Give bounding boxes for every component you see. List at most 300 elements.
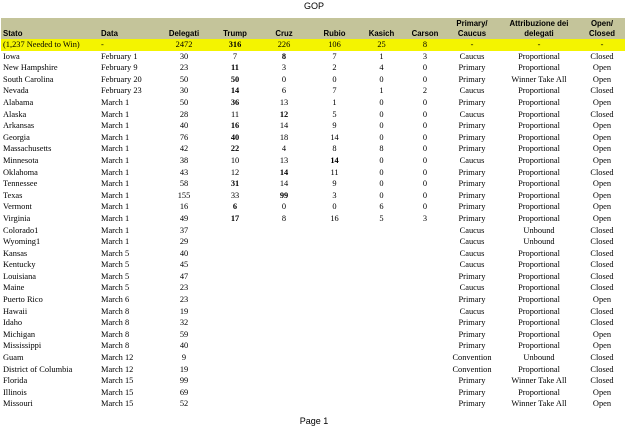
cell-primary: Primary (458, 179, 486, 189)
cell-delegati: 50 (179, 74, 189, 84)
cell-open: Closed (590, 318, 614, 328)
cell-cruz (257, 306, 311, 318)
cell-carson (405, 306, 445, 318)
cell-attr: Proportional (518, 306, 560, 316)
cell-rubio (311, 282, 358, 294)
cell-primary: Primary (458, 329, 486, 339)
table-row (1, 340, 625, 352)
table-row (1, 329, 625, 341)
cell-carson: 0 (422, 97, 428, 107)
cell-open: Closed (590, 248, 614, 258)
cell-trump: 11 (231, 63, 239, 73)
header-cruz: Cruz (275, 28, 293, 38)
cell-primary: Primary (458, 399, 486, 409)
cell-kasich (358, 352, 405, 364)
cell-stato: South Carolina (3, 74, 54, 84)
cell-cruz (257, 282, 311, 294)
cell-kasich (358, 364, 405, 376)
cell-open: Closed (590, 306, 614, 316)
cell-attr: Proportional (518, 248, 560, 258)
cell-kasich: 0 (379, 97, 384, 107)
cell-trump: 10 (230, 155, 240, 165)
cell-rubio (311, 271, 358, 283)
cell-trump: 16 (230, 121, 240, 131)
cell-trump: 11 (230, 109, 240, 119)
cell-open: Closed (590, 364, 614, 374)
cell-trump: 14 (230, 86, 240, 96)
table-row (1, 236, 625, 248)
header-stato: Stato (3, 28, 23, 38)
cell-open: Closed (590, 225, 614, 235)
cell-carson (405, 282, 445, 294)
cell-trump: 12 (230, 167, 240, 177)
cell-rubio: 5 (332, 109, 337, 119)
cell-rubio: 1 (332, 97, 337, 107)
cell-data: March 1 (101, 225, 130, 235)
cell-trump (213, 306, 257, 318)
cell-open: Open (592, 144, 612, 154)
cell-rubio: 7 (332, 51, 337, 61)
cell-cruz: 14 (279, 179, 289, 189)
cell-rubio: 2 (332, 63, 337, 73)
cell-stato: Guam (3, 353, 24, 363)
cell-attr: Unbound (523, 237, 555, 247)
cell-trump (213, 352, 257, 364)
cell-kasich (358, 294, 405, 306)
needed-delegati: 2472 (175, 40, 193, 49)
header-open-line2: Closed (589, 28, 615, 38)
cell-data: March 1 (101, 202, 130, 212)
cell-attr: Proportional (518, 271, 560, 281)
cell-attr: Proportional (518, 97, 560, 107)
cell-cruz: 18 (279, 132, 289, 142)
cell-delegati: 23 (179, 63, 189, 73)
cell-cruz: 8 (281, 213, 287, 223)
cell-data: March 8 (101, 318, 130, 328)
cell-cruz: 6 (281, 86, 287, 96)
cell-delegati: 42 (179, 144, 189, 154)
cell-primary: Primary (458, 167, 486, 177)
cell-cruz (257, 387, 311, 399)
cell-cruz (257, 259, 311, 271)
header-attr-line1: Attribuzione dei (509, 19, 569, 28)
cell-primary: Caucus (459, 248, 485, 258)
delegates-table (1, 18, 625, 410)
cell-kasich (358, 282, 405, 294)
cell-primary: Primary (458, 190, 486, 200)
cell-open: Closed (590, 109, 614, 119)
cell-rubio (311, 387, 358, 399)
cell-carson (405, 329, 445, 341)
cell-carson: 0 (422, 121, 428, 131)
cell-carson: 3 (422, 51, 428, 61)
cell-kasich: 0 (379, 155, 384, 165)
cell-stato: Minnesota (3, 155, 39, 165)
cell-stato: Maine (3, 283, 25, 293)
table-row (1, 190, 625, 202)
cell-kasich (358, 225, 405, 237)
cell-open: Open (592, 341, 612, 351)
cell-kasich (358, 271, 405, 283)
header-kasich: Kasich (368, 28, 395, 38)
cell-stato: Texas (3, 190, 23, 200)
table-row (1, 375, 625, 387)
cell-data: March 5 (101, 271, 130, 281)
cell-attr: Proportional (518, 121, 560, 131)
cell-primary: Caucus (459, 225, 485, 235)
cell-primary: Primary (458, 271, 486, 281)
cell-kasich (358, 387, 405, 399)
needed-carson: 8 (422, 40, 428, 49)
cell-open: Open (592, 132, 612, 142)
cell-rubio (311, 317, 358, 329)
cell-attr: Unbound (523, 353, 555, 363)
cell-rubio (311, 340, 358, 352)
cell-cruz (257, 271, 311, 283)
cell-rubio (311, 248, 358, 260)
cell-kasich: 8 (379, 144, 384, 154)
table-row (1, 109, 625, 121)
cell-rubio (311, 352, 358, 364)
cell-trump (213, 259, 257, 271)
cell-open: Open (592, 387, 612, 397)
cell-trump (213, 282, 257, 294)
cell-attr: Proportional (518, 364, 560, 374)
table-row (1, 97, 625, 109)
header-trump: Trump (223, 28, 247, 38)
cell-delegati: 23 (179, 283, 189, 293)
cell-attr: Proportional (518, 329, 560, 339)
page-title: GOP (303, 1, 324, 11)
cell-data: March 8 (101, 329, 130, 339)
cell-stato: Kansas (3, 248, 28, 258)
cell-kasich: 0 (379, 109, 384, 119)
cell-trump: 40 (230, 132, 240, 142)
header-delegati: Delegati (168, 28, 200, 38)
cell-open: Closed (590, 353, 614, 363)
cell-open: Open (592, 121, 612, 131)
cell-kasich: 0 (379, 121, 384, 131)
cell-carson: 0 (422, 202, 428, 212)
cell-stato: Oklahoma (3, 167, 38, 177)
cell-kasich (358, 340, 405, 352)
cell-carson (405, 225, 445, 237)
cell-trump (213, 294, 257, 306)
cell-delegati: 58 (179, 179, 189, 189)
cell-kasich: 5 (379, 213, 384, 223)
cell-rubio: 14 (330, 155, 339, 165)
needed-primary: - (470, 40, 474, 49)
cell-primary: Convention (452, 364, 492, 374)
cell-primary: Caucus (459, 260, 485, 270)
cell-delegati: 155 (177, 190, 191, 200)
cell-attr: Proportional (518, 167, 560, 177)
cell-attr: Proportional (518, 202, 560, 212)
cell-data: March 15 (101, 387, 134, 397)
cell-carson: 0 (422, 167, 428, 177)
cell-open: Open (592, 213, 612, 223)
cell-stato: Nevada (3, 86, 29, 96)
cell-data: March 12 (101, 353, 134, 363)
cell-open: Open (592, 190, 612, 200)
cell-cruz (257, 340, 311, 352)
cell-delegati: 37 (179, 225, 189, 235)
cell-attr: Proportional (518, 260, 560, 270)
table-row (1, 352, 625, 364)
cell-trump (213, 340, 257, 352)
cell-attr: Proportional (518, 155, 560, 165)
cell-cruz: 14 (279, 167, 289, 177)
cell-cruz: 4 (281, 144, 287, 154)
cell-stato: Florida (3, 376, 28, 386)
cell-data: March 15 (101, 376, 134, 386)
needed-attr: - (537, 40, 541, 49)
header-row (1, 18, 625, 39)
cell-attr: Unbound (523, 225, 555, 235)
header-rubio: Rubio (323, 28, 346, 38)
cell-delegati: 40 (179, 341, 189, 351)
cell-data: March 1 (101, 109, 130, 119)
cell-stato: District of Columbia (3, 364, 73, 374)
cell-cruz: 3 (281, 63, 287, 73)
cell-open: Closed (590, 167, 614, 177)
cell-carson: 3 (422, 213, 428, 223)
cell-data: March 1 (101, 190, 130, 200)
cell-rubio (311, 364, 358, 376)
cell-open: Closed (590, 51, 614, 61)
cell-cruz (257, 352, 311, 364)
header-primary-line1: Primary/ (456, 19, 488, 28)
cell-primary: Primary (458, 97, 486, 107)
cell-delegati: 30 (179, 51, 189, 61)
cell-delegati: 29 (179, 237, 189, 247)
cell-attr: Proportional (518, 213, 560, 223)
needed-stato: (1,237 Needed to Win) (3, 40, 80, 49)
cell-primary: Caucus (459, 86, 485, 96)
cell-cruz: 0 (281, 74, 287, 84)
cell-stato: Wyoming1 (3, 237, 41, 247)
cell-carson: 0 (422, 190, 428, 200)
cell-primary: Caucus (459, 109, 485, 119)
cell-attr: Proportional (518, 295, 560, 305)
cell-carson: 0 (422, 155, 428, 165)
cell-data: March 8 (101, 341, 130, 351)
cell-data: March 5 (101, 260, 130, 270)
cell-primary: Primary (458, 376, 486, 386)
cell-carson (405, 259, 445, 271)
cell-carson: 0 (422, 63, 428, 73)
cell-cruz: 13 (279, 155, 289, 165)
cell-delegati: 45 (179, 260, 189, 270)
cell-stato: Illinois (3, 387, 27, 397)
cell-rubio: 7 (332, 86, 337, 96)
cell-delegati: 76 (179, 132, 189, 142)
cell-primary: Primary (458, 387, 486, 397)
cell-stato: Louisiana (3, 271, 37, 281)
table-row (1, 317, 625, 329)
cell-primary: Primary (458, 202, 486, 212)
header-primary-line2: Caucus (457, 28, 487, 38)
table-row (1, 74, 625, 86)
cell-primary: Primary (458, 213, 486, 223)
cell-open: Open (592, 97, 612, 107)
cell-data: March 1 (101, 97, 130, 107)
table-row (1, 364, 625, 376)
header-data: Data (101, 28, 118, 38)
cell-attr: Proportional (518, 51, 560, 61)
cell-stato: Mississippi (3, 341, 42, 351)
cell-delegati: 30 (179, 86, 189, 96)
table-row (1, 201, 625, 213)
needed-trump: 316 (228, 40, 242, 49)
cell-delegati: 49 (179, 213, 189, 223)
cell-carson (405, 375, 445, 387)
cell-stato: Kentucky (3, 260, 36, 270)
table-row (1, 398, 625, 410)
cell-stato: Michigan (3, 329, 36, 339)
cell-kasich: 0 (379, 74, 384, 84)
cell-delegati: 32 (179, 318, 189, 328)
table-row (1, 282, 625, 294)
cell-data: March 5 (101, 248, 130, 258)
cell-cruz: 14 (279, 121, 289, 131)
cell-carson (405, 364, 445, 376)
cell-rubio: 14 (330, 132, 339, 142)
cell-kasich: 1 (379, 86, 384, 96)
cell-trump: 36 (230, 97, 240, 107)
header-open-line1: Open/ (590, 19, 614, 28)
cell-data: March 1 (101, 213, 130, 223)
table-row (1, 51, 625, 63)
cell-delegati: 50 (179, 97, 189, 107)
needed-data: - (101, 40, 104, 49)
cell-data: March 12 (101, 364, 134, 374)
cell-open: Open (592, 155, 612, 165)
cell-open: Open (592, 329, 612, 339)
cell-primary: Caucus (459, 51, 485, 61)
cell-attr: Proportional (518, 283, 560, 293)
cell-cruz (257, 364, 311, 376)
cell-data: March 1 (101, 144, 130, 154)
cell-data: February 1 (101, 51, 138, 61)
cell-primary: Convention (452, 353, 492, 363)
cell-cruz: 0 (281, 202, 287, 212)
cell-attr: Proportional (518, 179, 560, 189)
cell-stato: Hawaii (3, 306, 28, 316)
cell-cruz (257, 329, 311, 341)
needed-kasich: 25 (377, 40, 386, 49)
cell-trump: 31 (230, 179, 240, 189)
needed-to-win-row (1, 39, 625, 51)
cell-data: February 23 (101, 86, 142, 96)
cell-stato: Alabama (3, 97, 34, 107)
cell-open: Open (592, 202, 612, 212)
table-row (1, 306, 625, 318)
cell-cruz (257, 236, 311, 248)
cell-cruz: 12 (279, 109, 289, 119)
cell-rubio (311, 329, 358, 341)
cell-data: March 6 (101, 295, 130, 305)
cell-open: Closed (590, 283, 614, 293)
cell-open: Closed (590, 237, 614, 247)
cell-delegati: 23 (179, 295, 189, 305)
cell-open: Open (592, 63, 612, 73)
cell-trump (213, 236, 257, 248)
cell-trump (213, 271, 257, 283)
cell-carson: 2 (422, 86, 428, 96)
cell-open: Open (592, 74, 612, 84)
cell-carson (405, 294, 445, 306)
cell-attr: Winner Take All (511, 74, 567, 84)
table-row (1, 155, 625, 167)
cell-carson (405, 340, 445, 352)
table-row (1, 213, 625, 225)
cell-trump: 33 (230, 190, 240, 200)
cell-primary: Primary (458, 341, 486, 351)
cell-trump (213, 225, 257, 237)
cell-stato: Alaska (3, 109, 27, 119)
cell-data: March 1 (101, 179, 130, 189)
cell-kasich: 0 (379, 167, 384, 177)
cell-rubio: 9 (332, 121, 337, 131)
cell-rubio: 0 (332, 202, 337, 212)
cell-rubio: 9 (332, 179, 337, 189)
cell-carson (405, 271, 445, 283)
cell-attr: Proportional (518, 387, 560, 397)
cell-primary: Primary (458, 144, 486, 154)
table-row (1, 62, 625, 74)
cell-cruz (257, 248, 311, 260)
cell-stato: Virginia (3, 213, 31, 223)
cell-delegati: 69 (179, 387, 189, 397)
header-attribuzione (499, 18, 579, 39)
cell-primary: Primary (458, 318, 486, 328)
page-footer: Page 1 (299, 416, 329, 426)
needed-cruz: 226 (277, 40, 291, 49)
cell-rubio (311, 236, 358, 248)
header-carson: Carson (411, 28, 439, 38)
cell-data: March 1 (101, 155, 130, 165)
table-row (1, 259, 625, 271)
cell-delegati: 28 (179, 109, 189, 119)
cell-delegati: 19 (179, 364, 189, 374)
cell-trump: 22 (230, 144, 240, 154)
cell-stato: New Hampshire (3, 63, 58, 73)
table-row (1, 387, 625, 399)
cell-delegati: 52 (179, 399, 189, 409)
cell-trump: 17 (230, 213, 240, 223)
cell-kasich (358, 375, 405, 387)
cell-attr: Proportional (518, 318, 560, 328)
table-row (1, 248, 625, 260)
cell-delegati: 19 (179, 306, 189, 316)
cell-primary: Caucus (459, 283, 485, 293)
cell-attr: Winner Take All (511, 376, 567, 386)
cell-trump: 6 (232, 202, 238, 212)
cell-cruz: 13 (279, 97, 289, 107)
cell-data: March 1 (101, 167, 130, 177)
cell-attr: Proportional (518, 109, 560, 119)
cell-primary: Primary (458, 74, 486, 84)
cell-primary: Primary (458, 63, 486, 73)
cell-trump (213, 398, 257, 410)
cell-rubio: 16 (330, 213, 339, 223)
cell-open: Closed (590, 86, 614, 96)
cell-trump (213, 329, 257, 341)
cell-kasich: 1 (379, 51, 384, 61)
cell-trump (213, 387, 257, 399)
cell-carson: 0 (422, 144, 428, 154)
